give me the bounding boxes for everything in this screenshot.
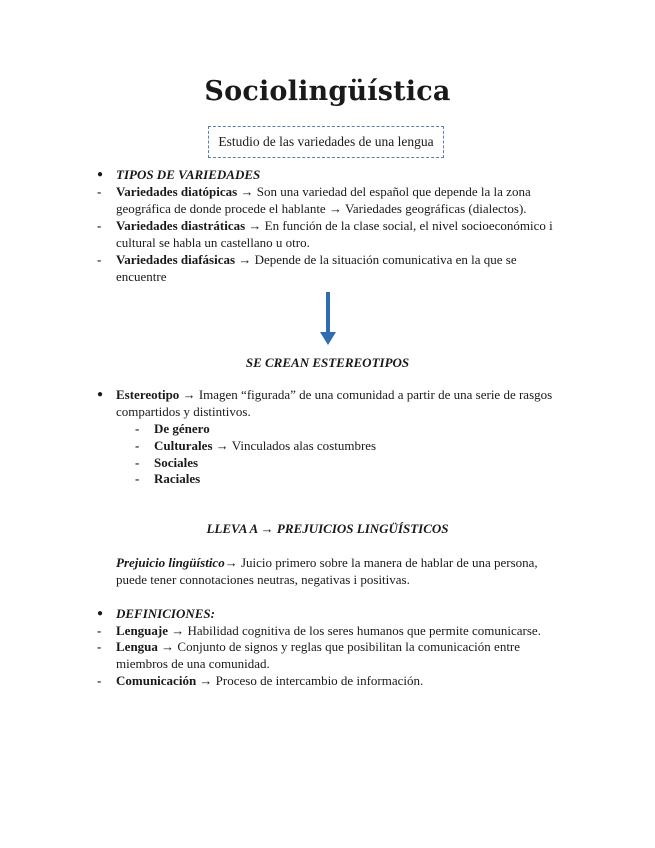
term: Variedades diastráticas xyxy=(116,218,246,233)
list-item-diatopicas xyxy=(116,184,531,200)
dash-icon: - xyxy=(135,421,140,436)
definition-text: Depende de la situación comunicativa en la que se xyxy=(254,252,517,267)
dash-icon: - xyxy=(97,623,102,638)
arrow-icon: → xyxy=(328,201,342,216)
sub-item-genero: De género xyxy=(154,421,210,436)
subtitle-text: Estudio de las variedades de una lengua xyxy=(218,134,434,149)
list-item-diafasicas xyxy=(116,252,517,268)
prejuicio-continuation: puede tener connotaciones neutras, negativas i positivas. xyxy=(116,572,410,587)
list-item-continuation: compartidos y distintivos. xyxy=(116,404,251,419)
definition-text: Proceso de intercambio de información. xyxy=(215,673,424,688)
dash-icon: - xyxy=(97,184,102,199)
list-item-comunicacion xyxy=(116,673,423,689)
definition-text: Juicio primero sobre la manera de hablar de una persona, xyxy=(240,555,538,570)
lleva-a-text: LLEVA A xyxy=(206,521,258,536)
arrow-icon: → xyxy=(248,218,262,233)
dash-icon: - xyxy=(97,252,102,267)
list-item-continuation xyxy=(116,201,527,217)
bullet-icon: ● xyxy=(97,389,104,400)
term: Estereotipo xyxy=(116,387,180,402)
bullet-icon: ● xyxy=(97,608,104,619)
arrow-icon: → xyxy=(224,555,238,570)
list-item-continuation: miembros de una comunidad. xyxy=(116,656,270,671)
sub-item-sociales: Sociales xyxy=(154,455,199,470)
lleva-a-prejuicios xyxy=(0,521,655,537)
definition-text: Habilidad cognitiva de los seres humanos que permite comunicarse. xyxy=(187,623,541,638)
subtitle-box xyxy=(208,126,444,158)
term: Prejuicio lingüístico xyxy=(116,555,225,570)
arrow-icon: → xyxy=(161,639,175,654)
arrow-icon: → xyxy=(260,521,274,536)
definition-text: Imagen “figurada” de una comunidad a partir de una serie de rasgos xyxy=(198,387,553,402)
dash-icon: - xyxy=(135,471,140,486)
term: Culturales xyxy=(154,438,213,453)
list-item-continuation: cultural se habla un castellano u otro. xyxy=(116,235,310,250)
bullet-icon: ● xyxy=(97,169,104,180)
definition-text: geográfica de donde procede el hablante xyxy=(116,201,326,216)
list-item-continuation: encuentre xyxy=(116,269,167,284)
dash-icon: - xyxy=(135,455,140,470)
definition-text: Variedades geográficas (dialectos). xyxy=(344,201,527,216)
sub-item-raciales: Raciales xyxy=(154,471,201,486)
arrow-icon: → xyxy=(215,438,229,453)
term: Comunicación xyxy=(116,673,197,688)
sub-item-culturales xyxy=(154,438,376,454)
list-item-lengua xyxy=(116,639,520,655)
arrow-icon: → xyxy=(240,184,254,199)
arrow-icon: → xyxy=(238,252,252,267)
dash-icon: - xyxy=(97,639,102,654)
prejuicios-text: PREJUICIOS LINGÜÍSTICOS xyxy=(276,521,449,536)
definition-text: Conjunto de signos y reglas que posibilitan la comunicación entre xyxy=(177,639,521,654)
arrow-icon: → xyxy=(199,673,213,688)
dash-icon: - xyxy=(97,673,102,688)
arrow-icon: → xyxy=(171,623,185,638)
definition-text: Vinculados alas costumbres xyxy=(231,438,377,453)
prejuicio-definition xyxy=(116,555,538,571)
dash-icon: - xyxy=(97,218,102,233)
se-crean-estereotipos: SE CREAN ESTEREOTIPOS xyxy=(245,355,410,370)
term: Lenguaje xyxy=(116,623,168,638)
section-heading-tipos: TIPOS DE VARIEDADES xyxy=(116,167,261,182)
dash-icon: - xyxy=(135,438,140,453)
down-arrow-icon xyxy=(318,292,338,346)
list-item-diastraticas xyxy=(116,218,553,234)
definition-text: Son una variedad del español que depende la la zona xyxy=(256,184,531,199)
page-title: Sociolingüística xyxy=(204,76,451,107)
list-item-estereotipo xyxy=(116,387,552,403)
arrow-icon: → xyxy=(182,387,196,402)
section-heading-definiciones: DEFINICIONES: xyxy=(116,606,215,621)
term: Variedades diatópicas xyxy=(116,184,238,199)
term: Lengua xyxy=(116,639,158,654)
definition-text: En función de la clase social, el nivel socioeconómico i xyxy=(264,218,553,233)
list-item-lenguaje xyxy=(116,623,541,639)
term: Variedades diafásicas xyxy=(116,252,236,267)
